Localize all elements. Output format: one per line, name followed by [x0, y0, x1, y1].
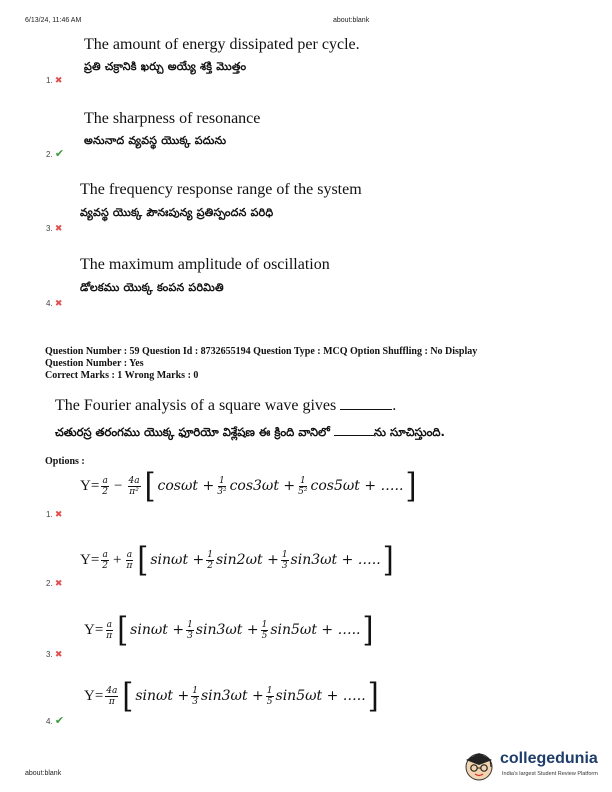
prev-option-1-num: 1. ✖	[46, 75, 63, 85]
question-text-te: చతురస్ర తరంగము యొక్క ఫూరియో విశ్లేషణ ఈ క్రింది వానిలో ను సూచిస్తుంది.	[55, 425, 445, 439]
wrong-icon: ✖	[54, 509, 63, 519]
wrong-icon: ✖	[54, 578, 63, 588]
question-meta-line1: Question Number : 59 Question Id : 8732655194 Question Type : MCQ Option Shuffling : No Display	[45, 346, 478, 357]
option-1-formula: Y= $\frac{a}{2}$ − $\frac{4a}{\text{π²}}$ [ cosωt + $\frac{1}{\text{3²}}$ cos3ωt + $\frac{1}{\text{5²}}$ cos5ωt + ….. ]	[80, 465, 417, 506]
option-3-formula: Y= $\frac{a}{\pi}$ [ sinωt + $\frac{1}{3}$ sin3ωt + $\frac{1}{5}$ sin5ωt + ….. ]	[84, 609, 374, 650]
brand-tagline: India's largest Student Review Platform	[502, 771, 598, 777]
prev-option-1-te: ప్రతి చక్రానికి ఖర్చు అయ్యే శక్తి మొత్తం	[84, 60, 247, 73]
prev-option-3-num: 3. ✖	[46, 223, 63, 233]
options-label: Options :	[45, 456, 85, 467]
prev-option-2-te: అనునాద వ్యవస్థ యొక్క పదును	[84, 134, 227, 147]
option-2-formula: Y= $\frac{a}{2}$ + $\frac{a}{\pi}$ [ sinωt + $\frac{1}{2}$ sin2ωt + $\frac{1}{3}$ sin3ωt + ….. ]	[80, 539, 394, 580]
option-4-formula: Y= $\frac{4a}{\pi}$ [ sinωt + $\frac{1}{3}$ sin3ωt + $\frac{1}{5}$ sin5ωt + ….. ]	[84, 675, 379, 716]
question-text-en: The Fourier analysis of a square wave gives .	[55, 397, 397, 414]
prev-option-4-en: The maximum amplitude of oscillation	[80, 256, 330, 273]
footer-url: about:blank	[25, 770, 62, 777]
prev-option-3-en: The frequency response range of the system	[80, 181, 362, 198]
header-datetime: 6/13/24, 11:46 AM	[25, 17, 82, 24]
question-meta-line2: Question Number : Yes	[45, 358, 144, 369]
option-1-num: 1. ✖	[46, 509, 63, 519]
answer-blank	[340, 399, 392, 410]
option-4-num: 4. ✔	[46, 715, 65, 727]
prev-option-4-te: డోలకము యొక్క కంపన పరిమితి	[80, 281, 224, 294]
correct-icon: ✔	[54, 148, 65, 160]
prev-option-1-en: The amount of energy dissipated per cycle.	[84, 36, 360, 53]
brand-logo[interactable]	[462, 744, 612, 788]
question-meta	[45, 346, 477, 382]
wrong-icon: ✖	[54, 649, 63, 659]
prev-option-2-en: The sharpness of resonance	[84, 110, 261, 127]
wrong-icon: ✖	[54, 75, 63, 85]
answer-blank-te	[334, 427, 374, 436]
prev-option-3-te: వ్యవస్థ యొక్క పౌనఃపున్య ప్రతిస్పందన పరిధి	[80, 206, 274, 219]
header-url: about:blank	[333, 17, 370, 24]
wrong-icon: ✖	[54, 223, 63, 233]
wrong-icon: ✖	[54, 298, 63, 308]
option-3-num: 3. ✖	[46, 649, 63, 659]
brand-name: collegedunia	[500, 750, 598, 767]
mascot-icon	[462, 748, 496, 782]
option-2-num: 2. ✖	[46, 578, 63, 588]
correct-icon: ✔	[54, 715, 65, 727]
prev-option-4-num: 4. ✖	[46, 298, 63, 308]
question-meta-line3: Correct Marks : 1 Wrong Marks : 0	[45, 370, 199, 381]
prev-option-2-num: 2. ✔	[46, 148, 65, 160]
